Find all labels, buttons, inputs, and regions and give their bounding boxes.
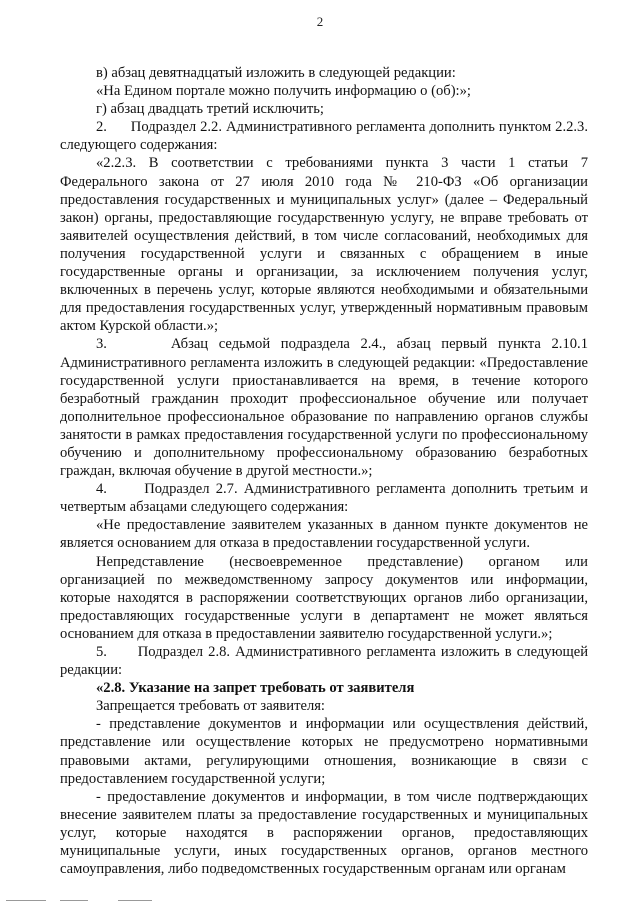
paragraph-quote-portal: «На Едином портале можно получить информацию о (об):»; (96, 83, 471, 100)
paragraph-item-5: 5. Подраздел 2.8. Административного регламента изложить в следующей редакции: (60, 644, 588, 679)
document-body (60, 64, 588, 878)
scan-edge-marks (0, 900, 170, 903)
paragraph-non-submission: Непредставление (несвоевременное представление) органом или организацией по межведомственному запросу документов или информации, которые находятся в распоряжении соответствующих органов либо организации, предоставляющих государственные услуги в департамент не может являться основанием для отказа в предоставлении заявителю государственной услуги.»; (60, 553, 588, 642)
list-item-documents: - предоставление документов и информации, в том числе подтверждающих внесение заявителем платы за предоставление государственных и муниципальных услуг, которые находятся в распоряжении органов, предоставляющих муниципальные услуги, иных государственных органов, органов местного самоуправления, либо подведомственных государственным органам или органам (60, 788, 588, 878)
section-heading-2-8: «2.8. Указание на запрет требовать от заявителя (96, 680, 415, 697)
paragraph-item-3: 3. Абзац седьмой подраздела 2.4., абзац первый пункта 2.10.1 Административного регламента изложить в следующей редакции: «Предоставление государственной услуги приостанавливается на время, в течение которого безработный гражданин проходит профессиональное обучение или получает дополнительное профессиональное образование по направлению органов службы занятости в рамках предоставления государственной услуги по профессиональному обучению и дополнительному профессиональному образованию безработных граждан, включая обучение в другой местности.»; (60, 336, 588, 480)
paragraph-item-2: 2. Подраздел 2.2. Административного регламента дополнить пунктом 2.2.3. следующего содержания: (60, 119, 588, 154)
paragraph-g: г) абзац двадцать третий исключить; (96, 101, 324, 118)
paragraph-v: в) абзац девятнадцатый изложить в следующей редакции: (96, 65, 456, 81)
paragraph-prohibited: Запрещается требовать от заявителя: (96, 698, 325, 715)
paragraph-not-provided: «Не предоставление заявителем указанных в данном пункте документов не является основанием для отказа в предоставлении государственной услуги. (60, 517, 588, 552)
list-item-representation: - представление документов и информации или осуществления действий, представление или осуществление которых не предусмотрено нормативными правовыми актами, регулирующими отношения, возникающие в связи с предоставлением государственной услуги; (60, 716, 588, 787)
paragraph-2-2-3: «2.2.3. В соответствии с требованиями пункта 3 части 1 статьи 7 Федерального закона от 27 июля 2010 года № 210-ФЗ «Об организации предоставления государственных и муниципальных услуг» (далее – Федеральный закон) органы, предоставляющие государственную услугу, не вправе требовать от заявителей осуществления действий, в том числе согласований, необходимых для получения государственной услуги и связанных с обращением в иные государственные органы и организации, за исключением получения услуг, включенных в перечень услуг, которые являются необходимыми и обязательными для предоставления государственных услуг, утвержденный нормативным правовым актом Курской области.»; (60, 155, 588, 335)
paragraph-item-4: 4. Подраздел 2.7. Административного регламента дополнить третьим и четвертым абзацами следующего содержания: (60, 481, 588, 516)
page-number: 2 (316, 14, 324, 29)
